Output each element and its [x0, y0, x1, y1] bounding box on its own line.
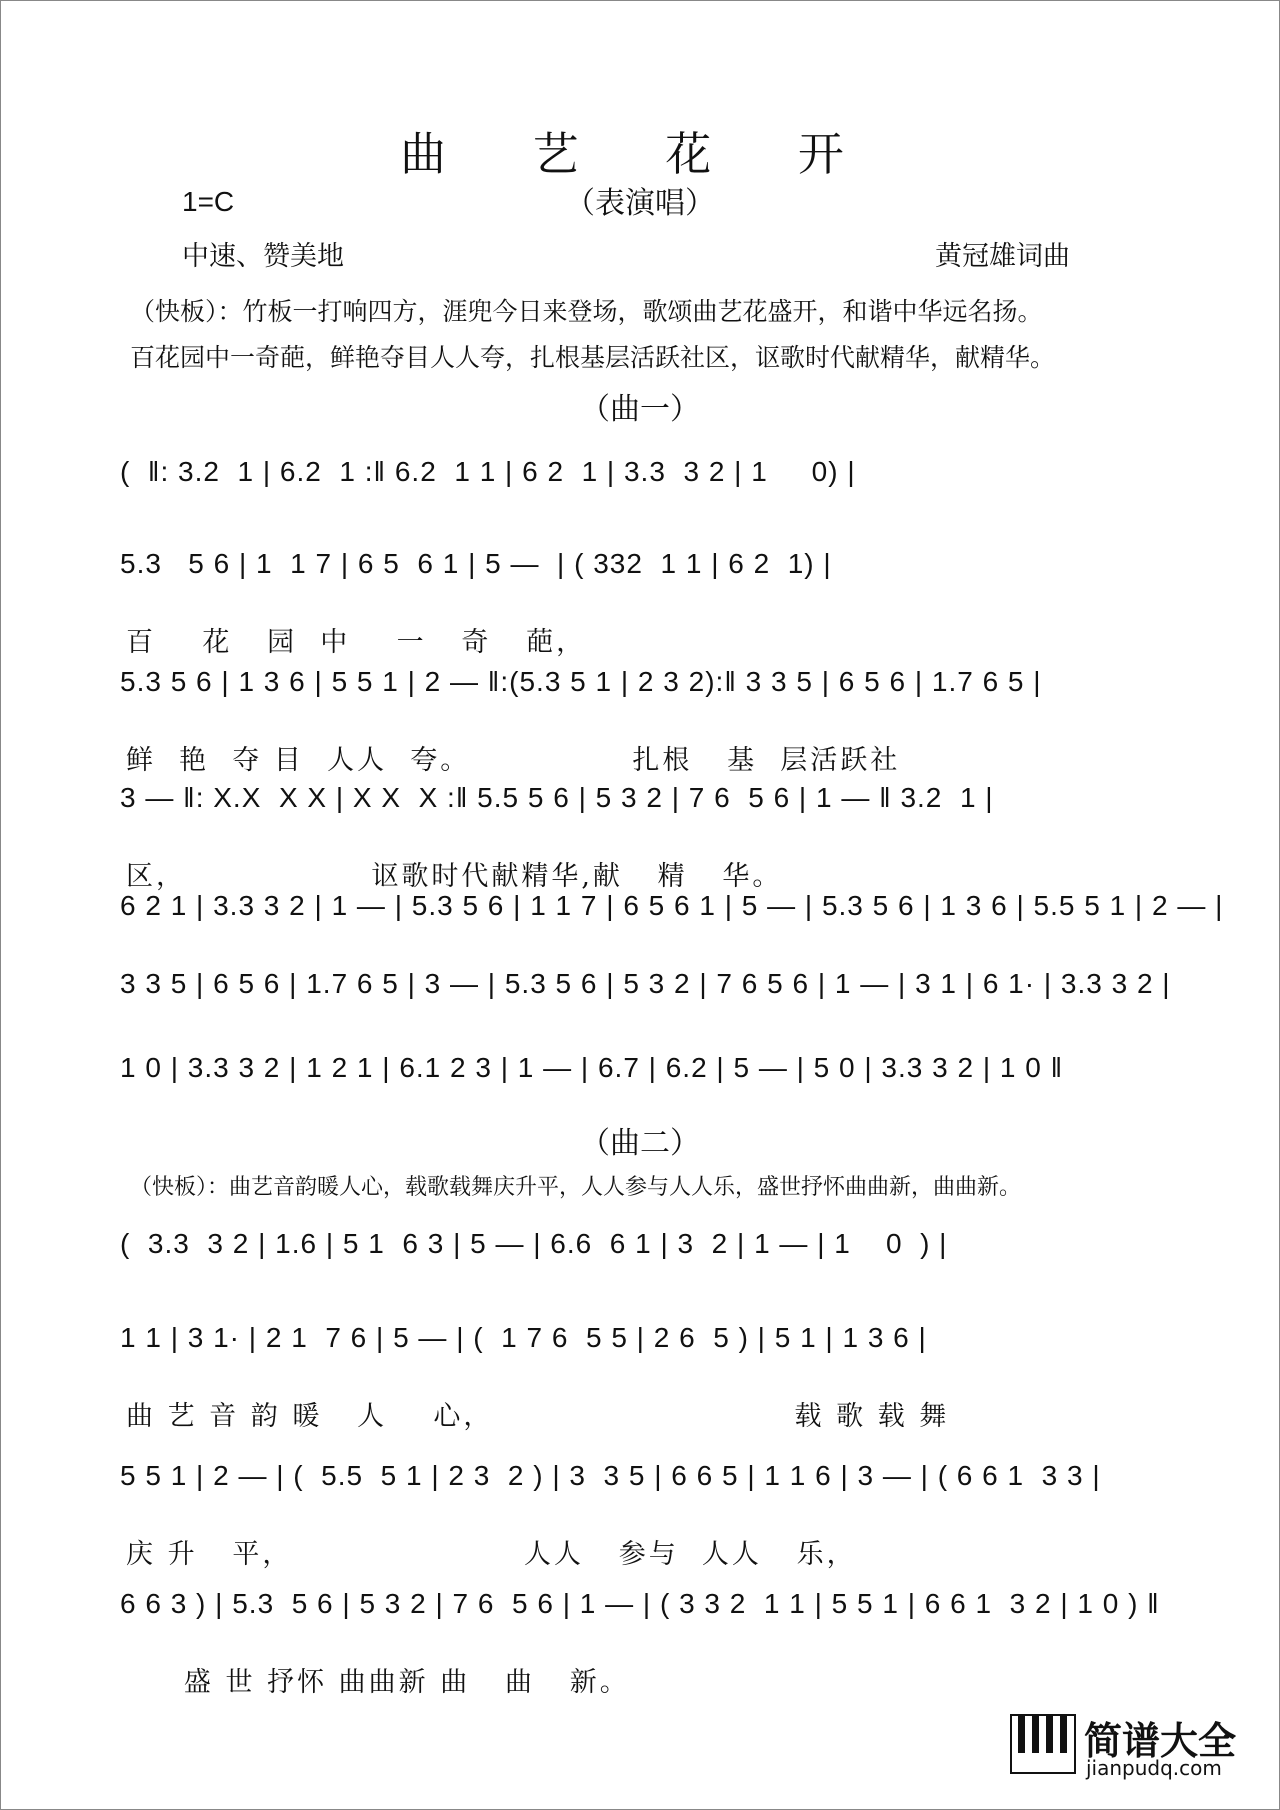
lyric-line: 鲜 艳 夺 目 人人 夸。 扎根 基 层活跃社: [126, 745, 901, 776]
logo-text: 简谱大全: [1084, 1719, 1237, 1763]
song-subtitle: （表演唱）: [565, 186, 715, 221]
notation-line: 6 6 3 ) | 5.3 5 6 | 5 3 2 | 7 6 5 6 | 1 — | ( 3 3 2 1 1 | 5 5 1 | 6 6 1 3 2 | 1 0 ) ‖: [120, 1588, 1160, 1619]
intro-line-1: （快板）：竹板一打响四方，涯兜今日来登场，歌颂曲艺花盛开，和谐中华远名扬。: [130, 297, 1043, 326]
section-2-label: （曲二）: [580, 1126, 700, 1161]
section-1-label: （曲一）: [580, 392, 700, 427]
notation-line: 3 3 5 | 6 5 6 | 1.7 6 5 | 3 — | 5.3 5 6 | 5 3 2 | 7 6 5 6 | 1 — | 3 1 | 6 1· | 3.3 3 2 |: [120, 968, 1171, 999]
notation-line: ( 3.3 3 2 | 1.6 | 5 1 6 3 | 5 — | 6.6 6 1 | 3 2 | 1 — | 1 0 ) |: [120, 1228, 948, 1259]
notation-line: 1 0 | 3.3 3 2 | 1 2 1 | 6.1 2 3 | 1 — | 6.7 | 6.2 | 5 — | 5 0 | 3.3 3 2 | 1 0 ‖: [120, 1052, 1064, 1083]
notation-line: ( ‖: 3.2 1 | 6.2 1 :‖ 6.2 1 1 | 6 2 1 | 3.3 3 2 | 1 0) |: [120, 456, 856, 487]
notation-line: 5.3 5 6 | 1 3 6 | 5 5 1 | 2 — ‖:(5.3 5 1 | 2 3 2):‖ 3 3 5 | 6 5 6 | 1.7 6 5 |: [120, 666, 1042, 697]
notation-line: 5 5 1 | 2 — | ( 5.5 5 1 | 2 3 2 ) | 3 3 5 | 6 6 5 | 1 1 6 | 3 — | ( 6 6 1 3 3 |: [120, 1460, 1101, 1491]
notation-line: 5.3 5 6 | 1 1 7 | 6 5 6 1 | 5 — | ( 332 1 1 | 6 2 1) |: [120, 548, 832, 579]
site-logo: [1010, 1710, 1240, 1784]
section-2-intro: （快板）：曲艺音韵暖人心，载歌载舞庆升平，人人参与人人乐，盛世抒怀曲曲新，曲曲新。: [130, 1175, 1022, 1200]
notation-line: 6 2 1 | 3.3 3 2 | 1 — | 5.3 5 6 | 1 1 7 | 6 5 6 1 | 5 — | 5.3 5 6 | 1 3 6 | 5.5 5 1 | 2 — |: [120, 890, 1224, 921]
song-title: 曲 艺 花 开: [400, 127, 880, 181]
piano-keys-icon: [1010, 1714, 1076, 1774]
lyric-line: 曲 艺 音 韵 暖 人 心， 载 歌 载 舞: [126, 1401, 950, 1432]
notation-line: 3 — ‖: X.X X X | X X X :‖ 5.5 5 6 | 5 3 2 | 7 6 5 6 | 1 — ‖ 3.2 1 |: [120, 782, 994, 813]
intro-line-2: 百花园中一奇葩，鲜艳夺目人人夸，扎根基层活跃社区，讴歌时代献精华，献精华。: [130, 343, 1056, 372]
key-signature: 1=C: [182, 186, 235, 217]
lyric-line: 盛 世 抒怀 曲曲新 曲 曲 新。: [126, 1667, 630, 1698]
lyric-line: 区， 讴歌时代献精华,献 精 华。: [126, 861, 783, 892]
composer-credit: 黄冠雄词曲: [935, 241, 1070, 272]
lyric-line: 庆 升 平， 人人 参与 人人 乐，: [126, 1539, 857, 1570]
logo-url: jianpudq.com: [1086, 1756, 1222, 1780]
notation-line: 1 1 | 3 1· | 2 1 7 6 | 5 — | ( 1 7 6 5 5 | 2 6 5 ) | 5 1 | 1 3 6 |: [120, 1322, 927, 1353]
lyric-line: 百 花 园 中 一 奇 葩，: [126, 627, 587, 658]
tempo-marking: 中速、赞美地: [182, 241, 344, 272]
